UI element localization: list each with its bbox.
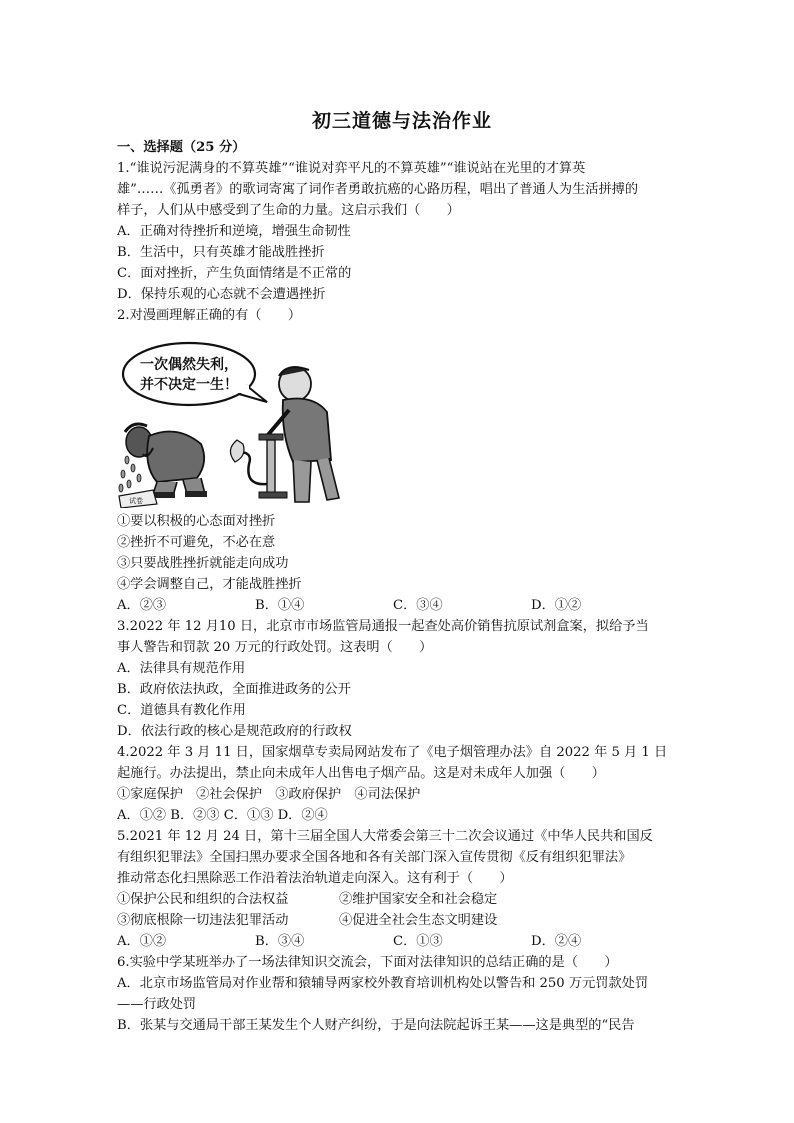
q2-option-b: B．①④ — [255, 598, 305, 613]
q4-stem-line-2: 起施行。办法提出，禁止向未成年人出售电子烟产品。这是对未成年人加强（ ） — [117, 766, 605, 781]
q5-option-a: A．①② — [117, 934, 167, 949]
q4-item-3: ③政府保护 — [275, 787, 342, 802]
cartoon-image — [117, 336, 365, 508]
q5-option-d: D．②④ — [531, 934, 582, 949]
q4-item-1: ①家庭保护 — [117, 787, 183, 802]
q5-item-2: ②维护国家安全和社会稳定 — [339, 892, 498, 907]
crying-student-figure — [119, 424, 207, 498]
q3-stem-line-2: 事人警告和罚款 20 万元的行政处罚。这表明（ ） — [117, 640, 433, 655]
exam-paper-label: 试卷 — [129, 497, 143, 505]
section-heading: 一、选择题（25 分） — [117, 140, 246, 155]
q5-stem-line-3: 推动常态化扫黑除恶工作沿着法治轨道走向深入。这有利于（ ） — [117, 871, 513, 886]
q3-option-b: B．政府依法执政，全面推进政务的公开 — [117, 682, 351, 697]
q2-options — [117, 596, 669, 616]
q4-stem-line-1: 4.2022 年 3 月 11 日，国家烟草专卖局网站发布了《电子烟管理办法》自 2022 年 5 月 1 日 — [117, 745, 668, 760]
q4-options: A．①② B．②③ C．①③ D．②④ — [117, 808, 328, 823]
q4-item-4: ④司法保护 — [354, 787, 421, 802]
q1-stem-line-3: 样子，人们从中感受到了生命的力量。这启示我们（ ） — [117, 203, 460, 218]
q2-option-c: C．③④ — [393, 598, 443, 613]
speech-bubble — [123, 343, 255, 405]
q2-item-1: ①要以积极的心态面对挫折 — [117, 514, 276, 529]
q1-option-c: C．面对挫折，产生负面情绪是不正常的 — [117, 266, 352, 281]
q5-items-row-2 — [117, 911, 561, 931]
q1-option-a: A．正确对待挫折和逆境，增强生命韧性 — [117, 224, 351, 239]
q5-item-4: ④促进全社会生态文明建设 — [339, 913, 498, 928]
q3-stem-line-1: 3.2022 年 12 月10 日，北京市市场监管局通报一起查处高价销售抗原试剂盒案，拟给予当 — [117, 619, 649, 634]
q5-stem-line-2: 有组织犯罪法》全国扫黑办要求全国各地和各有关部门深入宣传贯彻《反有组织犯罪法》 — [117, 850, 632, 865]
q5-option-b: B．③④ — [255, 934, 305, 949]
exam-paper — [119, 490, 157, 508]
q4-item-2: ②社会保护 — [196, 787, 263, 802]
q5-option-c: C．①③ — [393, 934, 443, 949]
q1-option-d: D．保持乐观的心态就不会遭遇挫折 — [117, 287, 326, 302]
speech-line-1: 一次偶然失利， — [140, 357, 238, 373]
q5-item-3: ③彻底根除一切违法犯罪活动 — [117, 913, 289, 928]
q6-option-a-line-2: ——行政处罚 — [117, 997, 197, 1012]
q5-options — [117, 932, 669, 952]
q5-item-1: ①保护公民和组织的合法权益 — [117, 892, 289, 907]
q5-stem-line-1: 5.2021 年 12 月 24 日，第十三届全国人大常委会第三十二次会议通过《中华人民共和国反 — [117, 829, 653, 844]
q2-item-4: ④学会调整自己，才能战胜挫折 — [117, 577, 302, 592]
q4-items — [117, 785, 420, 805]
q3-option-d: D．依法行政的核心是规范政府的行政权 — [117, 724, 352, 739]
q3-option-a: A．法律具有规范作用 — [117, 661, 246, 676]
q2-item-2: ②挫折不可避免，不必在意 — [117, 535, 276, 550]
speech-line-2: 并不决定一生！ — [140, 377, 238, 393]
q2-option-d: D．①② — [531, 598, 582, 613]
q6-option-b-line-1: B．张某与交通局干部王某发生个人财产纠纷，于是向法院起诉王某——这是典型的“民告 — [117, 1018, 635, 1033]
q6-stem: 6.实验中学某班举办了一场法律知识交流会，下面对法律知识的总结正确的是（ ） — [117, 955, 618, 970]
q2-stem: 2.对漫画理解正确的有（ ） — [117, 308, 302, 323]
q1-stem-line-2: 雄”……《孤勇者》的歌词寄寓了词作者勇敢抗癌的心路历程，唱出了普通人为生活拼搏的 — [117, 182, 639, 197]
q1-option-b: B．生活中，只有英雄才能战胜挫折 — [117, 245, 325, 260]
q3-option-c: C．道德具有教化作用 — [117, 703, 246, 718]
page-title: 初三道德与法治作业 — [311, 110, 492, 132]
q1-stem-line-1: 1.“谁说污泥满身的不算英雄”“谁说对弈平凡的不算英雄”“谁说站在光里的才算英 — [117, 161, 586, 176]
q2-item-3: ③只要战胜挫折就能走向成功 — [117, 556, 289, 571]
q5-items-row-1 — [117, 890, 561, 910]
q6-option-a-line-1: A．北京市场监管局对作业帮和猿辅导两家校外教育培训机构处以警告和 250 万元罚款处罚 — [117, 976, 649, 991]
q2-option-a: A．②③ — [117, 598, 167, 613]
